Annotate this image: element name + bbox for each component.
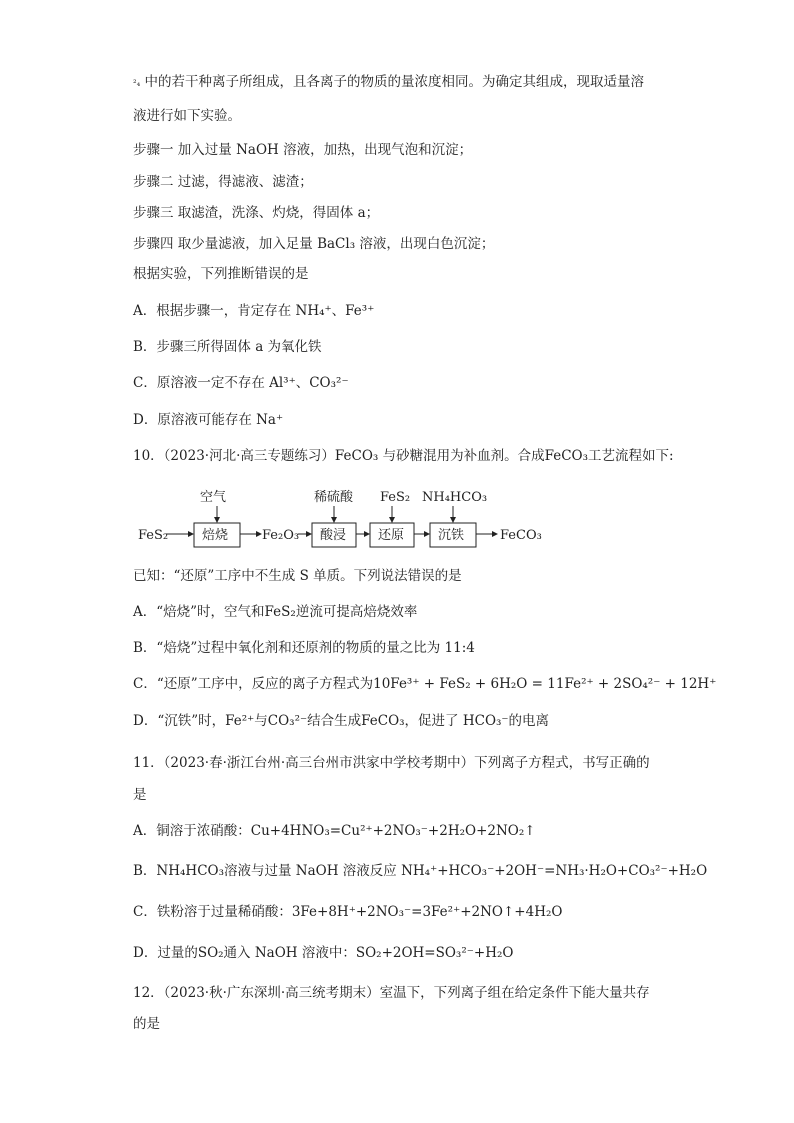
input-fes2: FeS₂ (380, 490, 411, 505)
ion-fragment: ²₄ (133, 79, 141, 89)
box-roast-label: 焙烧 (202, 528, 229, 543)
q9-option-b[interactable]: B．步骤三所得固体 a 为氧化铁 (133, 339, 322, 355)
intro-text: 中的若干种离子所组成，且各离子的物质的量浓度相同。为确定其组成，现取适量溶 (144, 74, 645, 90)
intro-line-1 (133, 73, 644, 93)
box-iron-precipitation-label: 沉铁 (438, 528, 465, 543)
input-air: 空气 (200, 490, 227, 505)
q9-option-d[interactable]: D．原溶液可能存在 Na⁺ (133, 412, 284, 428)
step-3: 步骤三 取滤渣，洗涤、灼烧，得固体 a； (133, 205, 380, 221)
q12-stem-1: 12．（2023·秋·广东深圳·高三统考期末）室温下，下列离子组在给定条件下能大量共存 (133, 985, 650, 1001)
q10-option-d[interactable]: D．“沉铁”时，Fe²⁺与CO₃²⁻结合生成FeCO₃，促进了 HCO₃⁻的电离 (133, 713, 550, 729)
step-2: 步骤二 过滤，得滤液、滤渣； (133, 174, 313, 190)
q10-option-a[interactable]: A．“焙烧”时，空气和FeS₂逆流可提高焙烧效率 (133, 604, 418, 620)
step-1: 步骤一 加入过量 NaOH 溶液，加热，出现气泡和沉淀； (133, 142, 473, 158)
q11-option-a[interactable]: A．铜溶于浓硝酸：Cu+4HNO₃=Cu²⁺+2NO₃⁻+2H₂O+2NO₂↑ (133, 823, 536, 839)
flow-end: FeCO₃ (500, 528, 542, 543)
step-4: 步骤四 取少量滤液，加入足量 BaCl₃ 溶液，出现白色沉淀； (133, 236, 495, 252)
q11-option-d[interactable]: D．过量的SO₂通入 NaOH 溶液中：SO₂+2OH=SO₃²⁻+H₂O (133, 945, 514, 961)
q11-stem-2: 是 (133, 787, 147, 803)
box-acid-leach-label: 酸浸 (320, 528, 347, 543)
intro-line-2: 液进行如下实验。 (133, 108, 241, 124)
flow-start: FeS₂ (138, 528, 169, 543)
q10-note: 已知：“还原”工序中不生成 S 单质。下列说法错误的是 (133, 568, 462, 584)
q11-option-c[interactable]: C．铁粉溶于过量稀硝酸：3Fe+8H⁺+2NO₃⁻=3Fe²⁺+2NO↑+4H₂O (133, 904, 563, 920)
input-dilute-acid: 稀硫酸 (314, 490, 354, 505)
q9-option-c[interactable]: C．原溶液一定不存在 Al³⁺、CO₃²⁻ (133, 375, 349, 391)
q9-option-a[interactable]: A．根据步骤一，肯定存在 NH₄⁺、Fe³⁺ (133, 303, 375, 319)
q10-option-c[interactable]: C．“还原”工序中，反应的离子方程式为10Fe³⁺ + FeS₂ + 6H₂O = 11Fe²⁺ + 2SO₄²⁻ + 12H⁺ (133, 676, 717, 692)
input-nh4hco3: NH₄HCO₃ (422, 490, 488, 505)
box-reduction-label: 还原 (378, 528, 405, 543)
q12-stem-2: 的是 (133, 1016, 160, 1032)
process-flow-diagram (138, 486, 558, 548)
flow-mid: Fe₂O₃ (262, 528, 300, 543)
q11-stem-1: 11．（2023·春·浙江台州·高三台州市洪家中学校考期中）下列离子方程式，书写正确的 (133, 755, 650, 771)
q9-question: 根据实验，下列推断错误的是 (133, 266, 309, 282)
q11-option-b[interactable]: B．NH₄HCO₃溶液与过量 NaOH 溶液反应 NH₄⁺+HCO₃⁻+2OH⁻=NH₃·H₂O+CO₃²⁻+H₂O (133, 863, 708, 879)
q10-stem: 10．（2023·河北·高三专题练习）FeCO₃ 与砂糖混用为补血剂。合成FeCO₃工艺流程如下: (133, 448, 674, 464)
q10-option-b[interactable]: B．“焙烧”过程中氧化剂和还原剂的物质的量之比为 11:4 (133, 640, 475, 656)
